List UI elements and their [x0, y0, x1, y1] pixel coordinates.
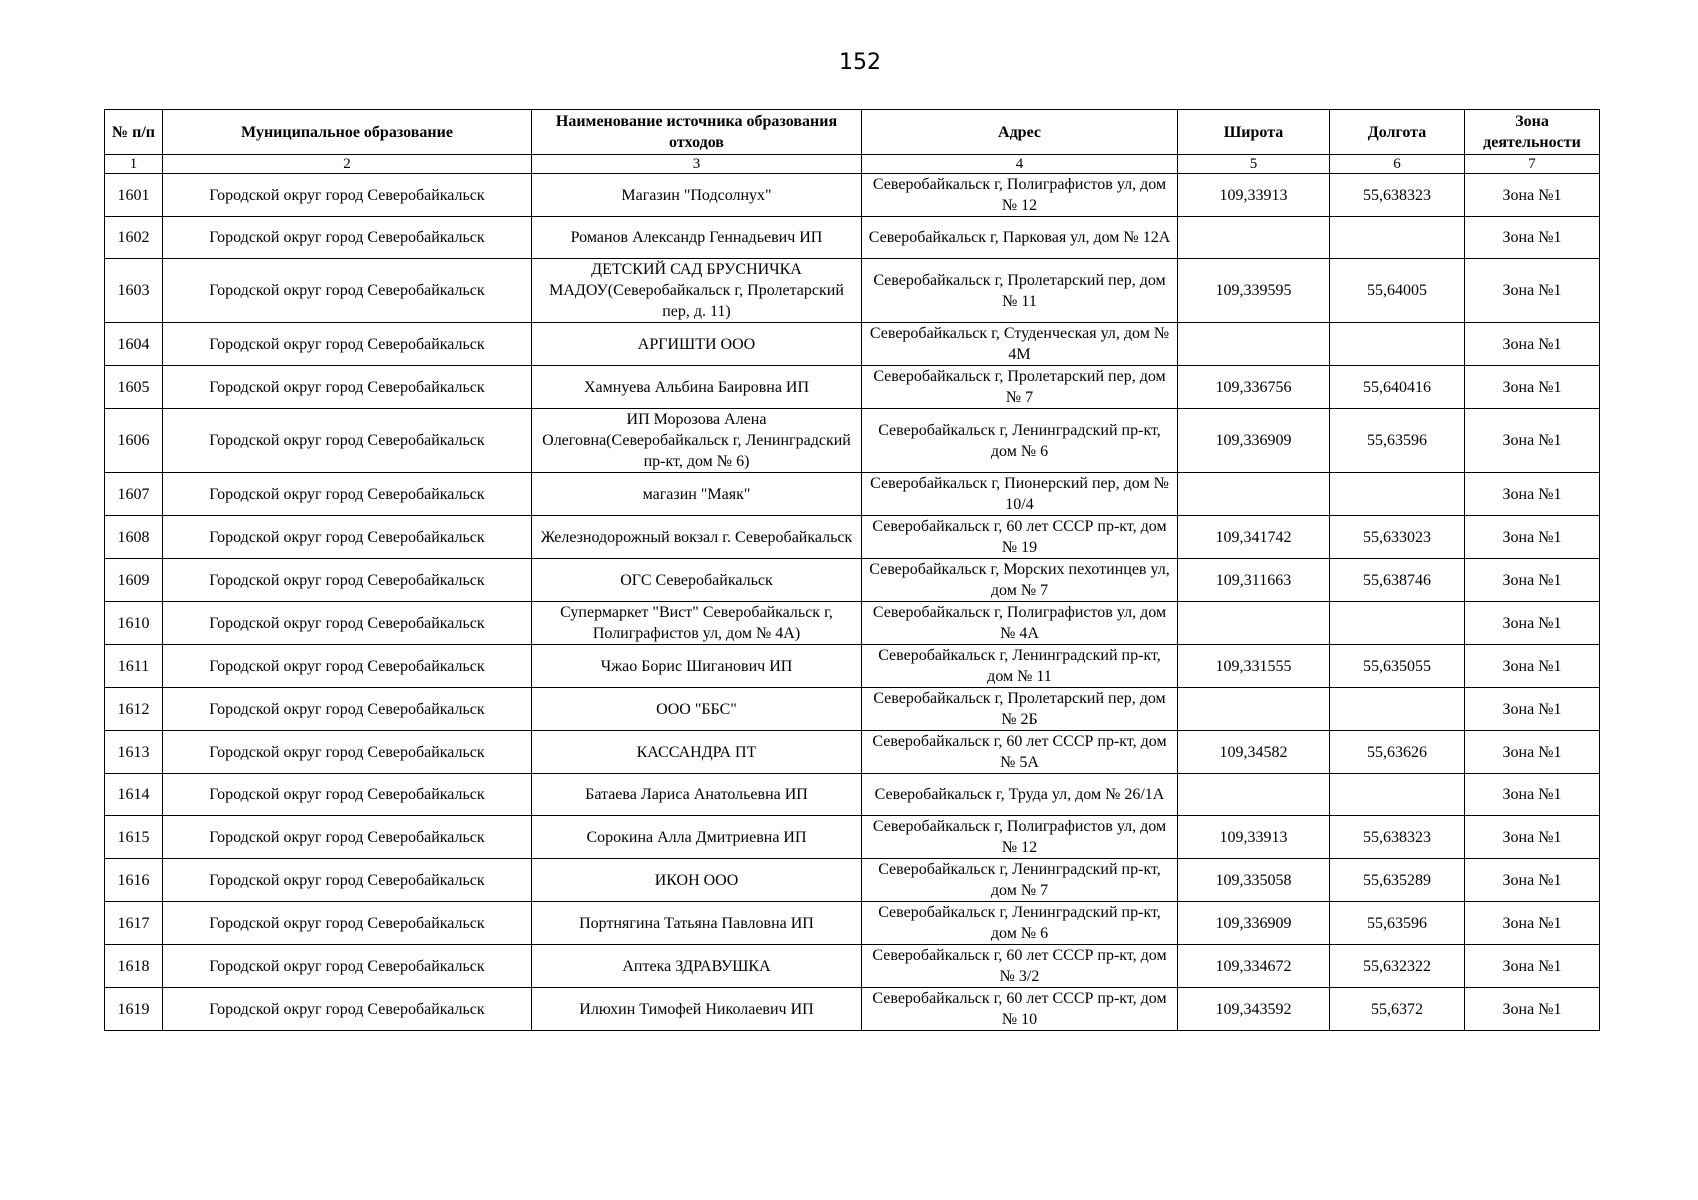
cell-address: Северобайкальск г, Парковая ул, дом № 12А — [862, 217, 1178, 259]
cell-latitude: 109,343592 — [1178, 988, 1330, 1031]
cell-source: Аптека ЗДРАВУШКА — [532, 945, 862, 988]
cell-latitude: 109,341742 — [1178, 516, 1330, 559]
cell-address: Северобайкальск г, 60 лет СССР пр-кт, дом № 10 — [862, 988, 1178, 1031]
cell-latitude — [1178, 602, 1330, 645]
table-row — [105, 559, 1600, 602]
table-row — [105, 473, 1600, 516]
cell-longitude: 55,63626 — [1330, 731, 1465, 774]
cell-zone: Зона №1 — [1465, 217, 1600, 259]
cell-municipality: Городской округ город Северобайкальск — [163, 731, 532, 774]
cell-source: Романов Александр Геннадьевич ИП — [532, 217, 862, 259]
cell-zone: Зона №1 — [1465, 559, 1600, 602]
cell-source: ИП Морозова Алена Олеговна(Северобайкальск г, Ленинградский пр-кт, дом № 6) — [532, 409, 862, 473]
cell-zone: Зона №1 — [1465, 409, 1600, 473]
cell-zone: Зона №1 — [1465, 516, 1600, 559]
cell-source: Сорокина Алла Дмитриевна ИП — [532, 816, 862, 859]
cell-num: 1619 — [105, 988, 163, 1031]
cell-num: 1612 — [105, 688, 163, 731]
cell-address: Северобайкальск г, 60 лет СССР пр-кт, дом № 3/2 — [862, 945, 1178, 988]
cell-source: Железнодорожный вокзал г. Северобайкальск — [532, 516, 862, 559]
cell-latitude: 109,335058 — [1178, 859, 1330, 902]
cell-latitude — [1178, 774, 1330, 816]
cell-num: 1618 — [105, 945, 163, 988]
column-number: 6 — [1330, 155, 1465, 174]
cell-latitude: 109,311663 — [1178, 559, 1330, 602]
cell-zone: Зона №1 — [1465, 645, 1600, 688]
cell-num: 1605 — [105, 366, 163, 409]
page-number: 152 — [839, 50, 881, 75]
cell-longitude — [1330, 473, 1465, 516]
cell-zone: Зона №1 — [1465, 688, 1600, 731]
cell-address: Северобайкальск г, Полиграфистов ул, дом № 12 — [862, 174, 1178, 217]
cell-num: 1610 — [105, 602, 163, 645]
cell-latitude: 109,336909 — [1178, 902, 1330, 945]
cell-longitude: 55,635289 — [1330, 859, 1465, 902]
header-source: Наименование источника образования отходов — [532, 110, 862, 155]
cell-address: Северобайкальск г, Морских пехотинцев ул, дом № 7 — [862, 559, 1178, 602]
table-row — [105, 645, 1600, 688]
table-row — [105, 366, 1600, 409]
cell-num: 1607 — [105, 473, 163, 516]
cell-latitude: 109,334672 — [1178, 945, 1330, 988]
cell-municipality: Городской округ город Северобайкальск — [163, 988, 532, 1031]
table-row — [105, 602, 1600, 645]
header-latitude: Широта — [1178, 110, 1330, 155]
cell-municipality: Городской округ город Северобайкальск — [163, 217, 532, 259]
cell-latitude — [1178, 323, 1330, 366]
cell-latitude: 109,339595 — [1178, 259, 1330, 323]
column-numbers-row — [105, 155, 1600, 174]
cell-num: 1614 — [105, 774, 163, 816]
cell-address: Северобайкальск г, Студенческая ул, дом № 4М — [862, 323, 1178, 366]
cell-num: 1613 — [105, 731, 163, 774]
cell-longitude: 55,638323 — [1330, 816, 1465, 859]
column-number: 1 — [105, 155, 163, 174]
column-number: 2 — [163, 155, 532, 174]
cell-zone: Зона №1 — [1465, 602, 1600, 645]
cell-source: Магазин "Подсолнух" — [532, 174, 862, 217]
header-municipality: Муниципальное образование — [163, 110, 532, 155]
cell-municipality: Городской округ город Северобайкальск — [163, 366, 532, 409]
cell-latitude: 109,336909 — [1178, 409, 1330, 473]
table-row — [105, 945, 1600, 988]
cell-num: 1609 — [105, 559, 163, 602]
column-number: 7 — [1465, 155, 1600, 174]
cell-municipality: Городской округ город Северобайкальск — [163, 602, 532, 645]
table-row — [105, 217, 1600, 259]
cell-municipality: Городской округ город Северобайкальск — [163, 174, 532, 217]
table-row — [105, 902, 1600, 945]
cell-num: 1608 — [105, 516, 163, 559]
cell-zone: Зона №1 — [1465, 859, 1600, 902]
cell-source: Хамнуева Альбина Баировна ИП — [532, 366, 862, 409]
cell-num: 1603 — [105, 259, 163, 323]
cell-source: Батаева Лариса Анатольевна ИП — [532, 774, 862, 816]
cell-address: Северобайкальск г, Полиграфистов ул, дом № 4А — [862, 602, 1178, 645]
cell-municipality: Городской округ город Северобайкальск — [163, 473, 532, 516]
table-row — [105, 174, 1600, 217]
cell-zone: Зона №1 — [1465, 473, 1600, 516]
cell-zone: Зона №1 — [1465, 259, 1600, 323]
cell-source: Супермаркет "Вист" Северобайкальск г, Полиграфистов ул, дом № 4А) — [532, 602, 862, 645]
waste-sources-table — [104, 109, 1600, 1031]
cell-longitude: 55,63596 — [1330, 902, 1465, 945]
cell-address: Северобайкальск г, Полиграфистов ул, дом № 12 — [862, 816, 1178, 859]
table-row — [105, 409, 1600, 473]
cell-municipality: Городской округ город Северобайкальск — [163, 559, 532, 602]
cell-num: 1606 — [105, 409, 163, 473]
table-row — [105, 688, 1600, 731]
cell-longitude: 55,63596 — [1330, 409, 1465, 473]
table-row — [105, 731, 1600, 774]
cell-latitude: 109,33913 — [1178, 174, 1330, 217]
cell-longitude: 55,638746 — [1330, 559, 1465, 602]
cell-num: 1601 — [105, 174, 163, 217]
column-number: 4 — [862, 155, 1178, 174]
table-row — [105, 988, 1600, 1031]
cell-longitude — [1330, 602, 1465, 645]
cell-longitude — [1330, 217, 1465, 259]
cell-zone: Зона №1 — [1465, 988, 1600, 1031]
cell-longitude: 55,635055 — [1330, 645, 1465, 688]
cell-address: Северобайкальск г, Пионерский пер, дом № 10/4 — [862, 473, 1178, 516]
header-num: № п/п — [105, 110, 163, 155]
cell-num: 1602 — [105, 217, 163, 259]
cell-longitude: 55,6372 — [1330, 988, 1465, 1031]
cell-source: ООО "ББС" — [532, 688, 862, 731]
cell-source: КАССАНДРА ПТ — [532, 731, 862, 774]
cell-municipality: Городской округ город Северобайкальск — [163, 945, 532, 988]
cell-address: Северобайкальск г, Пролетарский пер, дом № 11 — [862, 259, 1178, 323]
table-row — [105, 774, 1600, 816]
cell-municipality: Городской округ город Северобайкальск — [163, 259, 532, 323]
header-longitude: Долгота — [1330, 110, 1465, 155]
cell-municipality: Городской округ город Северобайкальск — [163, 323, 532, 366]
cell-latitude — [1178, 217, 1330, 259]
cell-latitude: 109,331555 — [1178, 645, 1330, 688]
cell-address: Северобайкальск г, Ленинградский пр-кт, дом № 11 — [862, 645, 1178, 688]
cell-address: Северобайкальск г, 60 лет СССР пр-кт, дом № 19 — [862, 516, 1178, 559]
cell-address: Северобайкальск г, Ленинградский пр-кт, дом № 6 — [862, 409, 1178, 473]
cell-source: ДЕТСКИЙ САД БРУСНИЧКА МАДОУ(Северобайкальск г, Пролетарский пер, д. 11) — [532, 259, 862, 323]
cell-address: Северобайкальск г, Ленинградский пр-кт, дом № 7 — [862, 859, 1178, 902]
cell-zone: Зона №1 — [1465, 945, 1600, 988]
cell-municipality: Городской округ город Северобайкальск — [163, 859, 532, 902]
cell-municipality: Городской округ город Северобайкальск — [163, 688, 532, 731]
cell-municipality: Городской округ город Северобайкальск — [163, 645, 532, 688]
cell-zone: Зона №1 — [1465, 816, 1600, 859]
cell-longitude — [1330, 688, 1465, 731]
table-row — [105, 816, 1600, 859]
cell-num: 1615 — [105, 816, 163, 859]
column-number: 5 — [1178, 155, 1330, 174]
cell-longitude: 55,638323 — [1330, 174, 1465, 217]
cell-source: Илюхин Тимофей Николаевич ИП — [532, 988, 862, 1031]
cell-latitude — [1178, 688, 1330, 731]
cell-latitude: 109,336756 — [1178, 366, 1330, 409]
cell-latitude: 109,33913 — [1178, 816, 1330, 859]
cell-longitude: 55,640416 — [1330, 366, 1465, 409]
cell-longitude: 55,632322 — [1330, 945, 1465, 988]
cell-num: 1617 — [105, 902, 163, 945]
column-number: 3 — [532, 155, 862, 174]
cell-zone: Зона №1 — [1465, 731, 1600, 774]
cell-num: 1616 — [105, 859, 163, 902]
cell-zone: Зона №1 — [1465, 366, 1600, 409]
cell-municipality: Городской округ город Северобайкальск — [163, 516, 532, 559]
cell-source: магазин "Маяк" — [532, 473, 862, 516]
cell-address: Северобайкальск г, Пролетарский пер, дом № 2Б — [862, 688, 1178, 731]
cell-zone: Зона №1 — [1465, 174, 1600, 217]
cell-municipality: Городской округ город Северобайкальск — [163, 774, 532, 816]
cell-zone: Зона №1 — [1465, 774, 1600, 816]
cell-municipality: Городской округ город Северобайкальск — [163, 902, 532, 945]
header-address: Адрес — [862, 110, 1178, 155]
cell-latitude: 109,34582 — [1178, 731, 1330, 774]
cell-zone: Зона №1 — [1465, 323, 1600, 366]
table-row — [105, 859, 1600, 902]
cell-address: Северобайкальск г, Труда ул, дом № 26/1А — [862, 774, 1178, 816]
cell-zone: Зона №1 — [1465, 902, 1600, 945]
table-body — [105, 174, 1600, 1031]
header-row — [105, 110, 1600, 155]
cell-source: Портнягина Татьяна Павловна ИП — [532, 902, 862, 945]
cell-municipality: Городской округ город Северобайкальск — [163, 409, 532, 473]
cell-latitude — [1178, 473, 1330, 516]
cell-longitude: 55,633023 — [1330, 516, 1465, 559]
cell-source: АРГИШТИ ООО — [532, 323, 862, 366]
cell-num: 1611 — [105, 645, 163, 688]
cell-address: Северобайкальск г, Пролетарский пер, дом № 7 — [862, 366, 1178, 409]
cell-address: Северобайкальск г, Ленинградский пр-кт, дом № 6 — [862, 902, 1178, 945]
table-row — [105, 323, 1600, 366]
table-row — [105, 516, 1600, 559]
cell-source: ОГС Северобайкальск — [532, 559, 862, 602]
cell-address: Северобайкальск г, 60 лет СССР пр-кт, дом № 5А — [862, 731, 1178, 774]
cell-source: ИКОН ООО — [532, 859, 862, 902]
cell-num: 1604 — [105, 323, 163, 366]
cell-longitude — [1330, 774, 1465, 816]
cell-municipality: Городской округ город Северобайкальск — [163, 816, 532, 859]
cell-longitude — [1330, 323, 1465, 366]
table-row — [105, 259, 1600, 323]
cell-source: Чжао Борис Шиганович ИП — [532, 645, 862, 688]
header-zone: Зона деятельности — [1465, 110, 1600, 155]
cell-longitude: 55,64005 — [1330, 259, 1465, 323]
